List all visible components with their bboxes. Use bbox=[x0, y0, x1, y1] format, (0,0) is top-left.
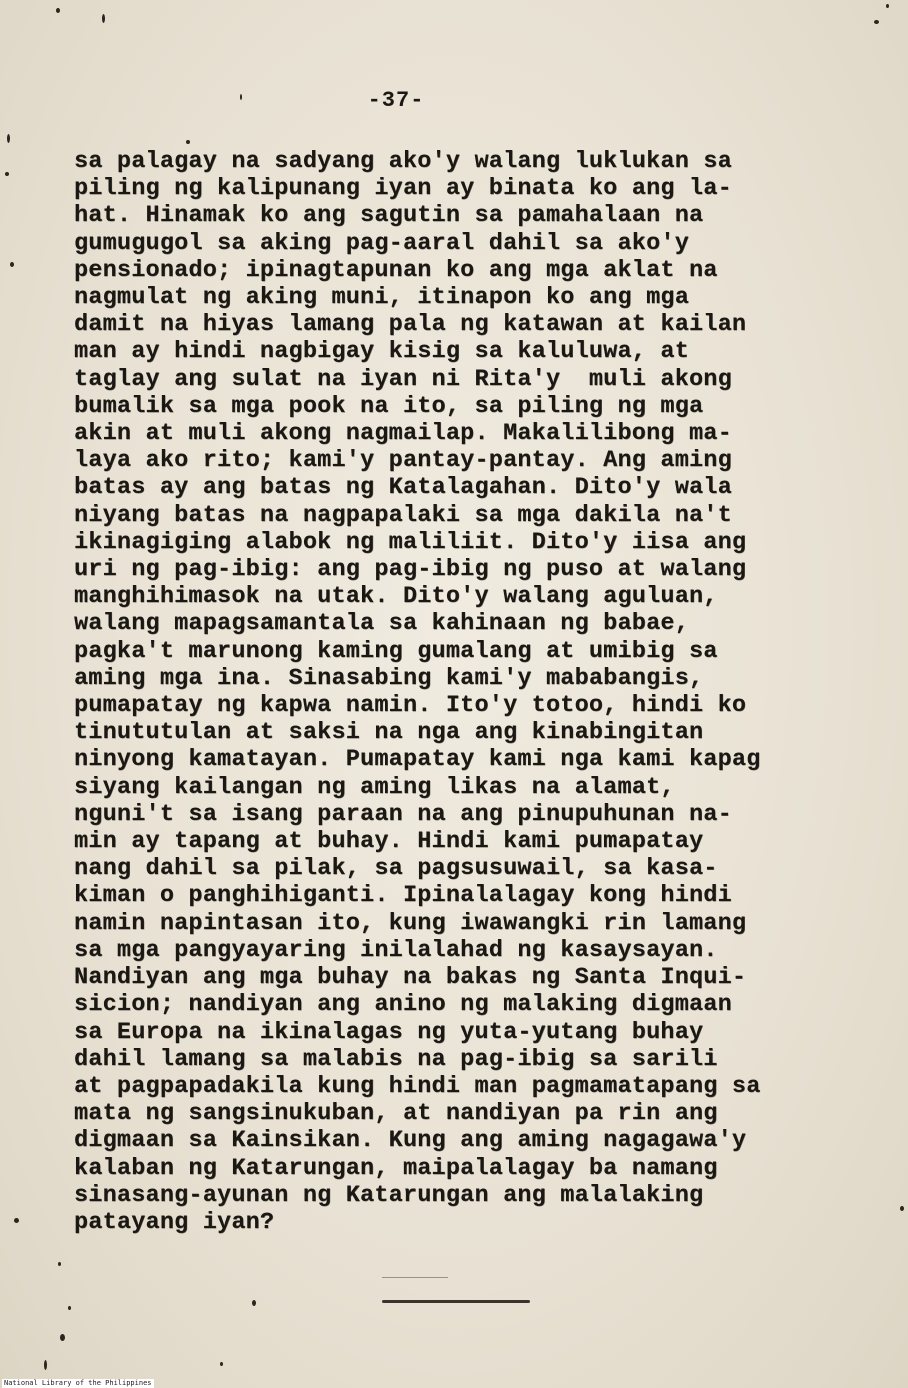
text-line: akin at muli akong nagmailap. Makalilibong ma- bbox=[74, 420, 732, 448]
paper-speck bbox=[186, 140, 190, 144]
text-line: sinasang-ayunan ng Katarungan ang malalaking bbox=[74, 1181, 704, 1209]
text-line: at pagpapadakila kung hindi man pagmamatapang sa bbox=[74, 1072, 761, 1100]
text-line: min ay tapang at buhay. Hindi kami pumapatay bbox=[74, 828, 704, 856]
text-line: kiman o panghihiganti. Ipinalalagay kong hindi bbox=[74, 882, 732, 910]
paper-speck bbox=[240, 94, 242, 100]
text-line: man ay hindi nagbigay kisig sa kaluluwa, at bbox=[74, 338, 689, 366]
text-line: digmaan sa Kainsikan. Kung ang aming nagagawa'y bbox=[74, 1127, 747, 1155]
text-line: ninyong kamatayan. Pumapatay kami nga kami kapag bbox=[74, 746, 761, 774]
text-line: dahil lamang sa malabis na pag-ibig sa sarili bbox=[74, 1045, 718, 1073]
text-line: bumalik sa mga pook na ito, sa piling ng mga bbox=[74, 392, 704, 420]
text-line: kalaban ng Katarungan, maipalalagay ba namang bbox=[74, 1154, 718, 1182]
paper-speck bbox=[58, 1262, 61, 1266]
text-line: pumapatay ng kapwa namin. Ito'y totoo, hindi ko bbox=[74, 692, 747, 720]
paper-speck bbox=[14, 1218, 19, 1223]
text-line: niyang batas na nagpapalaki sa mga dakila na't bbox=[74, 501, 732, 529]
page-number: -37- bbox=[367, 88, 425, 113]
text-line: siyang kailangan ng aming likas na alamat, bbox=[74, 773, 675, 801]
text-line: taglay ang sulat na iyan ni Rita'y muli akong bbox=[74, 365, 732, 393]
text-line: batas ay ang batas ng Katalagahan. Dito'y wala bbox=[74, 474, 732, 502]
paper-speck bbox=[252, 1300, 256, 1306]
end-rule bbox=[382, 1300, 530, 1303]
paper-speck bbox=[220, 1362, 223, 1366]
paper-speck bbox=[68, 1306, 71, 1310]
text-line: sa Europa na ikinalagas ng yuta-yutang buhay bbox=[74, 1018, 704, 1046]
library-credit: National Library of the Philippines bbox=[4, 1379, 152, 1387]
text-line: laya ako rito; kami'y pantay-pantay. Ang aming bbox=[74, 447, 732, 475]
paper-speck bbox=[886, 4, 889, 8]
paper-speck bbox=[7, 134, 10, 143]
text-line: nang dahil sa pilak, sa pagsusuwail, sa kasa- bbox=[74, 855, 718, 883]
paper-speck bbox=[102, 14, 105, 23]
text-line: sa mga pangyayaring inilalahad ng kasaysayan. bbox=[74, 936, 718, 964]
text-line: hat. Hinamak ko ang sagutin sa pamahalaan na bbox=[74, 202, 704, 230]
text-line: tinututulan at saksi na nga ang kinabingitan bbox=[74, 719, 704, 747]
text-line: sa palagay na sadyang ako'y walang luklukan sa bbox=[74, 148, 732, 175]
paper-speck bbox=[10, 262, 14, 267]
text-line: ikinagiging alabok ng maliliit. Dito'y iisa ang bbox=[74, 528, 747, 556]
text-line: nagmulat ng aking muni, itinapon ko ang mga bbox=[74, 284, 689, 312]
text-line: mata ng sangsinukuban, at nandiyan pa rin ang bbox=[74, 1100, 718, 1128]
text-line: namin napintasan ito, kung iwawangki rin lamang bbox=[74, 909, 747, 937]
text-line: uri ng pag-ibig: ang pag-ibig ng puso at walang bbox=[74, 556, 747, 584]
paper-speck bbox=[874, 20, 879, 24]
paper-speck bbox=[56, 8, 60, 13]
text-line: pensionado; ipinagtapunan ko ang mga aklat na bbox=[74, 256, 718, 284]
faint-rule bbox=[382, 1277, 448, 1278]
text-line: piling ng kalipunang iyan ay binata ko ang la- bbox=[74, 175, 732, 203]
text-line: damit na hiyas lamang pala ng katawan at kailan bbox=[74, 311, 747, 339]
body-text bbox=[74, 148, 874, 1236]
paper-speck bbox=[5, 172, 9, 176]
text-line: Nandiyan ang mga buhay na bakas ng Santa Inqui- bbox=[74, 964, 747, 992]
paper-speck bbox=[44, 1360, 47, 1370]
text-line: pagka't marunong kaming gumalang at umibig sa bbox=[74, 637, 718, 665]
text-line: aming mga ina. Sinasabing kami'y mababangis, bbox=[74, 664, 704, 692]
text-line: sicion; nandiyan ang anino ng malaking digmaan bbox=[74, 991, 732, 1019]
text-line: manghihimasok na utak. Dito'y walang aguluan, bbox=[74, 583, 718, 611]
text-line: nguni't sa isang paraan na ang pinupuhunan na- bbox=[74, 800, 732, 828]
text-line: patayang iyan? bbox=[74, 1208, 275, 1236]
paper-speck bbox=[900, 1206, 904, 1211]
text-line: gumugugol sa aking pag-aaral dahil sa ako'y bbox=[74, 229, 689, 257]
paper-speck bbox=[60, 1334, 65, 1341]
text-line: walang mapagsamantala sa kahinaan ng babae, bbox=[74, 610, 689, 638]
